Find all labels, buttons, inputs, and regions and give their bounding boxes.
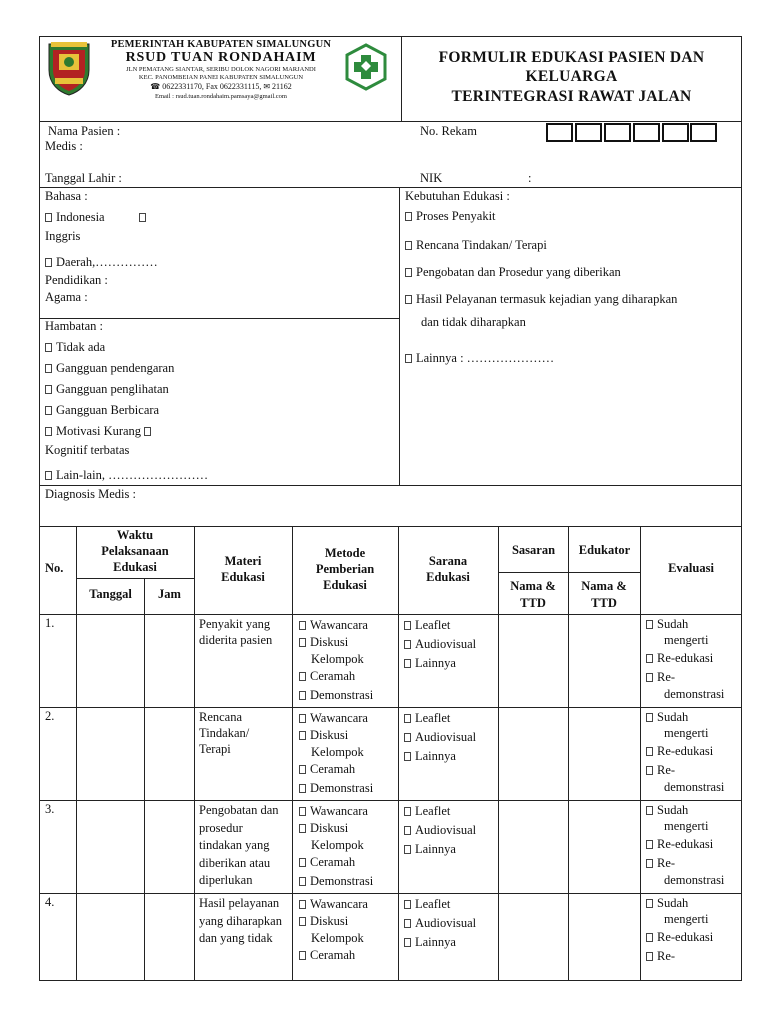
col-header-sarana: Sarana Edukasi (426, 554, 470, 584)
checkbox[interactable] (299, 900, 306, 909)
option-label: Lainnya : ………………… (416, 351, 555, 365)
checkbox[interactable] (646, 840, 653, 849)
metode-option[interactable] (299, 779, 373, 796)
sarana-option[interactable] (404, 933, 476, 952)
option-label: Rencana Tindakan/ Terapi (416, 238, 547, 252)
option-label: Ceramah (310, 669, 356, 683)
kebutuhan-option[interactable] (405, 209, 496, 224)
phone-line: ☎ 0622331170, Fax 0622331115, ✉ 21162 (150, 82, 292, 91)
option-label: Wawancara (310, 711, 368, 725)
rule (39, 36, 40, 981)
checkbox[interactable] (646, 747, 653, 756)
checkbox[interactable] (45, 343, 52, 352)
rekam-digit-box[interactable] (575, 123, 602, 142)
checkbox[interactable] (646, 899, 653, 908)
option-label: demonstrasi (664, 780, 725, 794)
option-label: Diskusi (310, 914, 349, 928)
hambatan-option[interactable] (45, 403, 159, 418)
sarana-option[interactable] (404, 821, 476, 840)
option-label: Demonstrasi (310, 874, 374, 888)
option-label: Indonesia (56, 210, 105, 224)
sarana-option[interactable] (404, 635, 476, 654)
form-title-line-1: FORMULIR EDUKASI PASIEN DAN (438, 49, 705, 66)
rule (39, 893, 742, 894)
metode-option[interactable] (299, 726, 373, 743)
rule (498, 572, 640, 573)
option-label: Re- (657, 856, 676, 870)
hambatan-option[interactable] (45, 424, 155, 439)
option-label: Sudah (657, 896, 689, 910)
checkbox[interactable] (405, 212, 412, 221)
sarana-option[interactable] (404, 616, 476, 635)
hospital-name: RSUD TUAN RONDAHAIM (125, 50, 317, 65)
rule (194, 526, 195, 981)
evaluasi-option[interactable] (646, 669, 724, 686)
checkbox[interactable] (404, 807, 411, 816)
no-rekam-label: No. Rekam (420, 124, 477, 138)
evaluasi-option[interactable] (646, 709, 724, 725)
col-header-jam: Jam (158, 587, 181, 601)
option-label: Motivasi Kurang (56, 424, 142, 438)
option-label: Lainnya (415, 935, 456, 949)
tanggal-lahir-label: Tanggal Lahir : (45, 171, 122, 185)
hambatan-option[interactable] (45, 361, 174, 376)
option-label: Lain-lain, …………………… (56, 468, 209, 482)
metode-options (299, 709, 373, 796)
evaluasi-option[interactable] (646, 650, 724, 669)
option-label: Lainnya (415, 656, 456, 670)
rule (640, 526, 641, 981)
evaluasi-option[interactable] (646, 895, 713, 911)
option-label: mengerti (664, 912, 709, 926)
hambatan-label: Hambatan : (45, 319, 103, 333)
option-label: Re-edukasi (657, 744, 714, 758)
address-line-2: KEC. PANOMBEIAN PANEI KABUPATEN SIMALUNGUN (138, 74, 304, 81)
materi-text: Penyakit yang diderita pasien (199, 617, 273, 647)
option-label: Re- (657, 670, 676, 684)
checkbox[interactable] (45, 213, 52, 222)
checkbox[interactable] (404, 938, 411, 947)
rule (399, 187, 400, 486)
form-title-line-3: TERINTEGRASI RAWAT JALAN (451, 88, 692, 105)
kebutuhan-lainnya-option[interactable] (405, 351, 554, 366)
checkbox[interactable] (404, 845, 411, 854)
option-label: Tidak ada (56, 340, 106, 354)
nama-pasien-label: Nama Pasien : (48, 124, 121, 138)
checkbox[interactable] (299, 672, 306, 681)
rule (39, 485, 742, 486)
option-label: Kelompok (311, 838, 364, 852)
option-label: Gangguan Berbicara (56, 403, 160, 417)
checkbox[interactable] (299, 731, 306, 740)
hambatan-kognitif-label: Kognitif terbatas (45, 443, 130, 457)
checkbox[interactable] (405, 241, 412, 250)
option-label: Wawancara (310, 804, 368, 818)
metode-option[interactable] (299, 802, 373, 819)
option-label: mengerti (664, 633, 709, 647)
metode-option-continued (299, 836, 373, 853)
metode-option[interactable] (299, 633, 373, 650)
option-label: Audiovisual (415, 823, 477, 837)
checkbox[interactable] (299, 714, 306, 723)
option-label: Lainnya (415, 842, 456, 856)
option-label: Ceramah (310, 948, 356, 962)
checkbox[interactable] (646, 766, 653, 775)
bahasa-indonesia-option[interactable] (45, 210, 105, 225)
checkbox[interactable] (405, 354, 412, 363)
option-label: Ceramah (310, 855, 356, 869)
checkbox[interactable] (404, 919, 411, 928)
checkbox[interactable] (646, 952, 653, 961)
rekam-digit-box[interactable] (662, 123, 689, 142)
rule (144, 578, 145, 981)
nik-colon: : (528, 171, 532, 185)
evaluasi-option-continued (646, 686, 724, 703)
rekam-digit-box[interactable] (690, 123, 717, 142)
checkbox[interactable] (646, 620, 653, 629)
government-name: PEMERINTAH KABUPATEN SIMALUNGUN (110, 39, 332, 50)
kebutuhan-option[interactable] (405, 238, 547, 253)
diagnosis-label: Diagnosis Medis : (45, 487, 136, 501)
evaluasi-option[interactable] (646, 855, 724, 872)
row-number: 3. (45, 802, 55, 816)
option-label: Re-edukasi (657, 837, 714, 851)
option-label: demonstrasi (664, 873, 725, 887)
checkbox[interactable] (45, 258, 52, 267)
option-label: Demonstrasi (310, 781, 374, 795)
option-label: Ceramah (310, 762, 356, 776)
metode-options (299, 616, 373, 703)
checkbox[interactable] (404, 640, 411, 649)
metode-option[interactable] (299, 895, 368, 912)
hospital-cross-icon (344, 43, 388, 91)
rule (568, 526, 569, 981)
checkbox[interactable] (646, 933, 653, 942)
sarana-options (404, 616, 476, 673)
checkbox[interactable] (299, 765, 306, 774)
checkbox[interactable] (299, 824, 306, 833)
evaluasi-option-continued (646, 911, 713, 929)
checkbox[interactable] (299, 621, 306, 630)
checkbox[interactable] (404, 621, 411, 630)
rule (39, 707, 742, 708)
evaluasi-option-continued (646, 818, 724, 836)
checkbox[interactable] (45, 406, 52, 415)
option-label: Diskusi (310, 728, 349, 742)
evaluasi-option[interactable] (646, 743, 724, 762)
row-number: 4. (45, 895, 55, 909)
sarana-options (404, 802, 476, 859)
option-label: Gangguan penglihatan (56, 382, 169, 396)
option-label: Demonstrasi (310, 688, 374, 702)
option-label: Gangguan pendengaran (56, 361, 175, 375)
evaluasi-option[interactable] (646, 929, 713, 948)
checkbox[interactable] (404, 714, 411, 723)
col-header-no: No. (45, 561, 64, 575)
checkbox[interactable] (404, 659, 411, 668)
col-header-tanggal: Tanggal (89, 587, 132, 601)
checkbox[interactable] (299, 951, 306, 960)
evaluasi-option-continued (646, 632, 724, 650)
evaluasi-options (646, 895, 713, 965)
materi-text: Pengobatan dan prosedur tindakan yang diberikan atau diperlukan (199, 803, 279, 887)
evaluasi-option-continued (646, 779, 724, 796)
col-header-waktu: Waktu Pelaksanaan Edukasi (101, 528, 169, 574)
option-label: Diskusi (310, 821, 349, 835)
agama-label: Agama : (45, 290, 88, 304)
checkbox[interactable] (299, 784, 306, 793)
checkbox[interactable] (646, 713, 653, 722)
sarana-option[interactable] (404, 747, 476, 766)
rule (39, 187, 742, 188)
option-label: Kelompok (311, 931, 364, 945)
rekam-digit-box[interactable] (633, 123, 660, 142)
checkbox[interactable] (404, 752, 411, 761)
evaluasi-options (646, 802, 724, 889)
rule (398, 526, 399, 981)
rekam-digit-box[interactable] (546, 123, 573, 142)
option-label: Wawancara (310, 897, 368, 911)
col-header-edukator-nama-ttd: Nama & TTD (581, 579, 627, 610)
kebutuhan-option[interactable] (405, 292, 677, 307)
col-header-sasaran: Sasaran (511, 543, 556, 557)
materi-text: Rencana Tindakan/ Terapi (199, 710, 250, 756)
col-header-edukator: Edukator (578, 543, 631, 557)
option-label: Daerah,…………… (56, 255, 158, 269)
option-label: Kelompok (311, 652, 364, 666)
materi-text: Hasil pelayanan yang diharapkan dan yang tidak (199, 896, 282, 945)
option-label: mengerti (664, 726, 709, 740)
option-label: Leaflet (415, 804, 451, 818)
sarana-option[interactable] (404, 654, 476, 673)
metode-options (299, 802, 373, 889)
col-header-evaluasi: Evaluasi (668, 561, 714, 575)
option-label: Audiovisual (415, 730, 477, 744)
option-label: Sudah (657, 803, 689, 817)
checkbox[interactable] (404, 900, 411, 909)
checkbox[interactable] (45, 364, 52, 373)
metode-option[interactable] (299, 946, 368, 965)
sarana-option[interactable] (404, 728, 476, 747)
option-label: mengerti (664, 819, 709, 833)
option-label: Leaflet (415, 897, 451, 911)
kebutuhan-option-continued: dan tidak diharapkan (421, 315, 526, 329)
metode-option[interactable] (299, 616, 373, 633)
rule (39, 980, 742, 981)
metode-option-continued (299, 743, 373, 760)
rule (39, 121, 742, 122)
medis-label: Medis : (45, 139, 83, 153)
address-line-1: JLN PEMATANG SIANTAR, SERIBU DOLOK NAGORI MARJANDI (126, 66, 316, 73)
metode-option[interactable] (299, 667, 373, 686)
metode-option-continued (299, 929, 368, 946)
option-label: Hasil Pelayanan termasuk kejadian yang diharapkan (416, 292, 678, 306)
sarana-options (404, 709, 476, 766)
option-label: Proses Penyakit (416, 209, 496, 223)
option-label: Pengobatan dan Prosedur yang diberikan (416, 265, 621, 279)
metode-option[interactable] (299, 819, 373, 836)
checkbox[interactable] (299, 858, 306, 867)
sarana-option[interactable] (404, 840, 476, 859)
metode-option-continued (299, 650, 373, 667)
option-label: Diskusi (310, 635, 349, 649)
row-number: 1. (45, 616, 55, 630)
rule (76, 578, 194, 579)
checkbox[interactable] (299, 691, 306, 700)
rule (498, 526, 499, 981)
metode-options (299, 895, 368, 965)
option-label: Re- (657, 763, 676, 777)
rekam-digit-box[interactable] (604, 123, 631, 142)
sarana-option[interactable] (404, 802, 476, 821)
option-label: Sudah (657, 617, 689, 631)
checkbox[interactable] (299, 807, 306, 816)
checkbox[interactable] (405, 295, 412, 304)
bahasa-inggris-checkbox[interactable] (139, 210, 150, 225)
evaluasi-option[interactable] (646, 948, 713, 965)
bahasa-inggris-label: Inggris (45, 229, 81, 243)
rule (39, 614, 742, 615)
evaluasi-options (646, 616, 724, 703)
option-label: Wawancara (310, 618, 368, 632)
hambatan-lain-option[interactable] (45, 468, 208, 483)
option-label: Re-edukasi (657, 930, 714, 944)
metode-option[interactable] (299, 686, 373, 703)
option-label: Audiovisual (415, 916, 477, 930)
metode-option[interactable] (299, 709, 373, 726)
checkbox[interactable] (299, 917, 306, 926)
bahasa-daerah-option[interactable] (45, 255, 158, 270)
kebutuhan-label: Kebutuhan Edukasi : (405, 189, 510, 203)
form-title-line-2: KELUARGA (525, 68, 618, 85)
metode-option[interactable] (299, 760, 373, 779)
checkbox[interactable] (299, 877, 306, 886)
option-label: Kelompok (311, 745, 364, 759)
checkbox[interactable] (646, 654, 653, 663)
metode-option[interactable] (299, 872, 373, 889)
hambatan-option[interactable] (45, 382, 169, 397)
hambatan-option[interactable] (45, 340, 105, 355)
rule (741, 36, 742, 981)
evaluasi-options (646, 709, 724, 796)
checkbox[interactable] (139, 213, 146, 222)
option-label: Audiovisual (415, 637, 477, 651)
checkbox[interactable] (45, 471, 52, 480)
sarana-option[interactable] (404, 914, 476, 933)
evaluasi-option-continued (646, 872, 724, 889)
rule (39, 800, 742, 801)
email-line: Email : rsud.tuan.rondahaim.pamsaya@gmail.com (155, 93, 287, 100)
evaluasi-option[interactable] (646, 616, 724, 632)
evaluasi-option[interactable] (646, 836, 724, 855)
checkbox[interactable] (299, 638, 306, 647)
nik-label: NIK (420, 171, 443, 185)
sarana-options (404, 895, 476, 952)
pendidikan-label: Pendidikan : (45, 273, 108, 287)
sarana-option[interactable] (404, 895, 476, 914)
option-label: Re-edukasi (657, 651, 714, 665)
checkbox[interactable] (45, 385, 52, 394)
option-label: Lainnya (415, 749, 456, 763)
option-label: Leaflet (415, 618, 451, 632)
metode-option[interactable] (299, 912, 368, 929)
col-header-sasaran-nama-ttd: Nama & TTD (510, 579, 556, 610)
option-label: Leaflet (415, 711, 451, 725)
kebutuhan-option[interactable] (405, 265, 621, 280)
row-number: 2. (45, 709, 55, 723)
checkbox[interactable] (144, 427, 151, 436)
regency-emblem-icon (45, 40, 93, 96)
checkbox[interactable] (404, 826, 411, 835)
checkbox[interactable] (404, 733, 411, 742)
evaluasi-option[interactable] (646, 802, 724, 818)
checkbox[interactable] (45, 427, 52, 436)
checkbox[interactable] (646, 673, 653, 682)
checkbox[interactable] (405, 268, 412, 277)
evaluasi-option-continued (646, 725, 724, 743)
option-label: demonstrasi (664, 687, 725, 701)
sarana-option[interactable] (404, 709, 476, 728)
option-label: Sudah (657, 710, 689, 724)
rule (292, 526, 293, 981)
option-label: Re- (657, 949, 676, 963)
col-header-materi: Materi Edukasi (221, 554, 265, 584)
bahasa-label: Bahasa : (45, 189, 88, 203)
evaluasi-option[interactable] (646, 762, 724, 779)
checkbox[interactable] (646, 806, 653, 815)
metode-option[interactable] (299, 853, 373, 872)
checkbox[interactable] (646, 859, 653, 868)
col-header-metode: Metode Pemberian Edukasi (315, 546, 375, 592)
